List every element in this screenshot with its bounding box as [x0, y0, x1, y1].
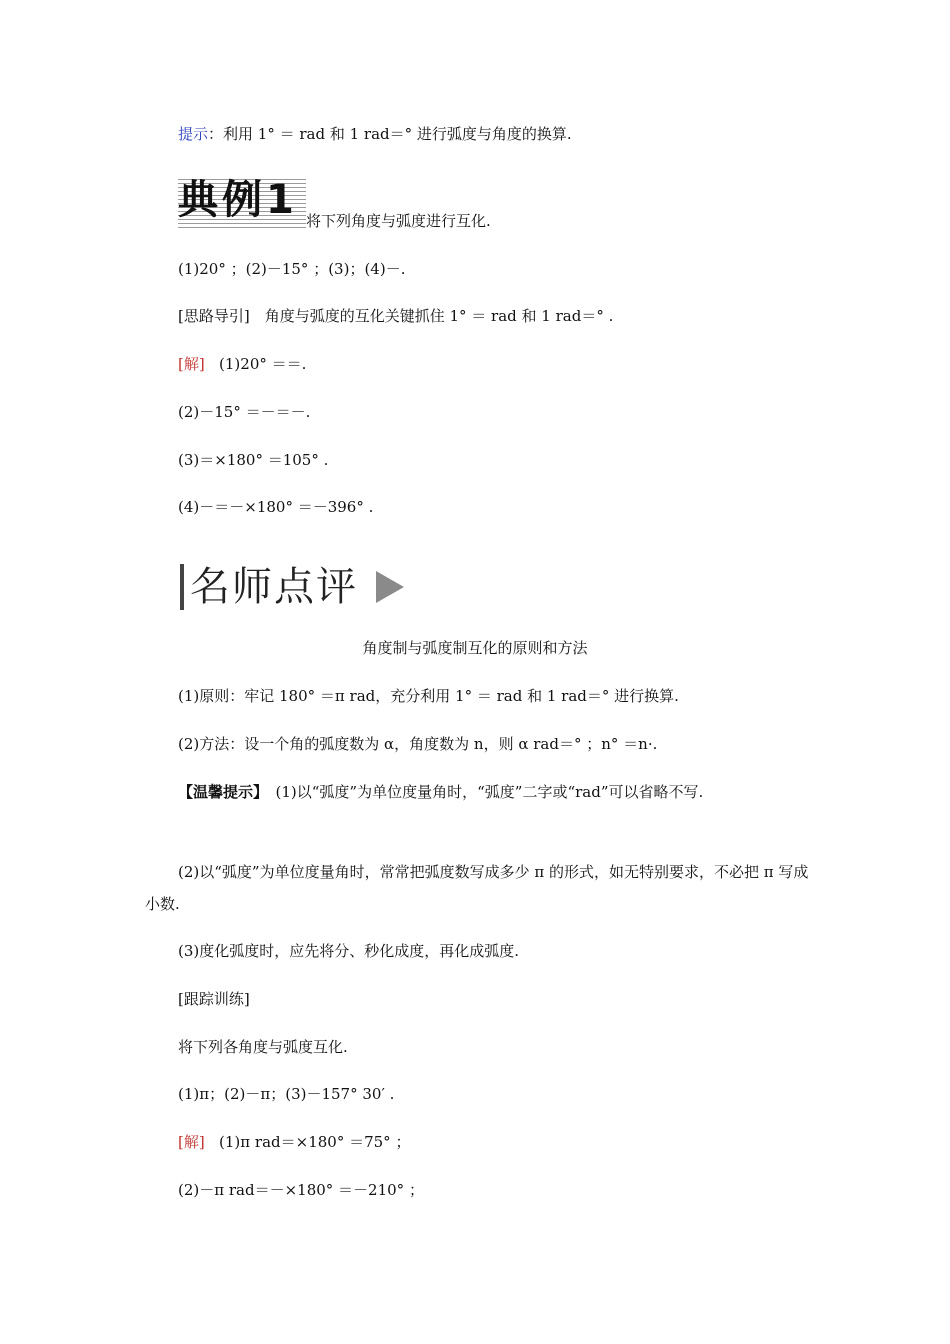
example-badge	[178, 176, 306, 228]
solution-line-1	[178, 354, 306, 374]
example-guide: [思路导引] 角度与弧度的互化关键抓住 1° ＝ rad 和 1 rad＝° .	[178, 307, 614, 325]
hint-line	[178, 124, 572, 144]
hint-label: 提示	[178, 125, 209, 143]
solution-label: [解]	[178, 355, 205, 373]
solution-text-1: (1)20° ＝＝.	[219, 355, 307, 373]
example-question: 将下列角度与弧度进行互化.	[306, 212, 491, 230]
solution-line-4: (4)－＝－×180° ＝－396° .	[178, 498, 374, 516]
tip-paragraph-3: (3)度化弧度时，应先将分、秒化成度，再化成弧度.	[178, 942, 520, 960]
practice-solution-text-1: (1)π rad＝×180° ＝75° ；	[219, 1133, 411, 1151]
triangle-right-icon	[376, 571, 404, 603]
review-principle: (1)原则：牢记 180° ＝π rad，充分利用 1° ＝ rad 和 1 rad＝° 进行换算.	[178, 687, 679, 705]
tip-label: 【温馨提示】	[178, 783, 261, 801]
practice-question: 将下列各角度与弧度互化.	[178, 1038, 348, 1056]
practice-label: [跟踪训练]	[178, 990, 250, 1008]
example-badge-label: 典例1	[178, 177, 298, 223]
practice-items: (1)π；(2)－π；(3)－157° 30′ .	[178, 1085, 395, 1103]
review-header-label: 名师点评	[190, 564, 358, 610]
review-method: (2)方法：设一个角的弧度数为 α，角度数为 n，则 α rad＝° ；n° ＝n·.	[178, 735, 658, 753]
tip-paragraph-1	[145, 776, 810, 808]
solution-line-2: (2)－15° ＝－＝－.	[178, 403, 311, 421]
review-header-bar	[180, 564, 184, 610]
example-items: (1)20° ；(2)－15° ；(3)；(4)－.	[178, 260, 406, 278]
tip-text-1: (1)以“弧度”为单位度量角时，“弧度”二字或“rad”可以省略不写.	[260, 783, 704, 801]
practice-solution-line-1	[178, 1132, 410, 1152]
hint-text: ：利用 1° ＝ rad 和 1 rad＝° 进行弧度与角度的换算.	[208, 125, 572, 143]
practice-solution-line-2: (2)－π rad＝－×180° ＝－210° ；	[178, 1181, 424, 1199]
practice-solution-label: [解]	[178, 1133, 205, 1151]
tip-paragraph-2	[145, 856, 810, 920]
review-title: 角度制与弧度制互化的原则和方法	[362, 639, 588, 657]
solution-line-3: (3)＝×180° ＝105° .	[178, 451, 329, 469]
tip-text-2: (2)以“弧度”为单位度量角时，常常把弧度数写成多少 π 的形式，如无特别要求，不必把 π 写成小数.	[145, 863, 809, 913]
